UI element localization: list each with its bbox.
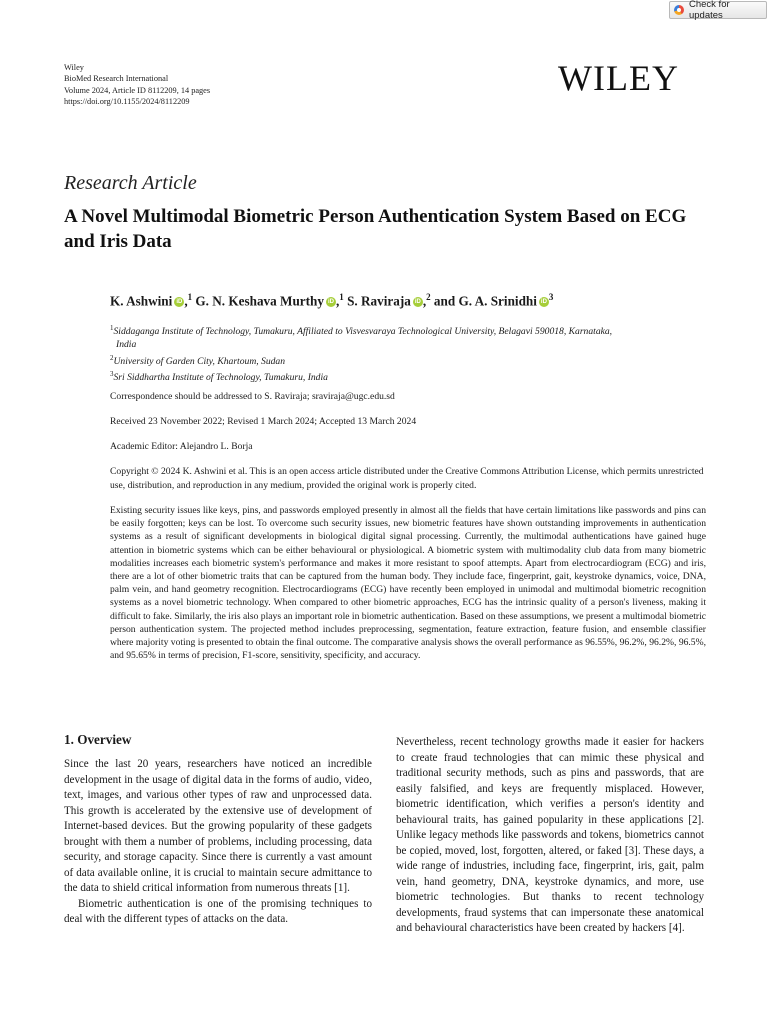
orcid-icon[interactable]: iD [414, 299, 421, 306]
affiliation-text: Sri Siddhartha Institute of Technology, Tumakuru, India [113, 372, 328, 384]
body-column-left [64, 731, 372, 928]
author-affil-marker: 2 [426, 292, 431, 302]
author-name: G. N. Keshava Murthy [195, 293, 324, 309]
author-name: K. Ashwini [110, 293, 173, 309]
volume-info: Volume 2024, Article ID 8112209, 14 pages [64, 85, 211, 95]
affiliation-number: 1 [110, 324, 114, 332]
body-column-right [396, 735, 704, 937]
body-paragraph: Biometric authentication is one of the promising techniques to deal with the different types of attacks on the data. [64, 897, 372, 925]
author-affil-marker: 3 [548, 292, 554, 302]
author-name: G. A. Srinidhi [458, 293, 537, 309]
correspondence: Correspondence should be addressed to S. Raviraja; sraviraja@ugc.edu.sd [110, 391, 395, 402]
orcid-icon[interactable]: iD [327, 299, 334, 306]
affiliation-text: University of Garden City, Khartoum, Sudan [113, 355, 286, 367]
body-paragraph: Since the last 20 years, researchers have noticed an incredible development in the usage of digital data in the forms of audio, video, text, images, and various other types of raw and unprocessed data. This growth is accelerated by the extensive use of development of Internet-based devices. But the growing popularity of these gadgets brought with them a number of problems, including processing, data security, and storage capacity. Since there is currently a vast amount of data available online, it is crucial to maintain secure admittance to the data to shield critical information from numerous threats [1]. [64, 758, 372, 894]
academic-editor: Academic Editor: Alejandro L. Borja [110, 441, 253, 452]
check-for-updates-button[interactable] [669, 1, 767, 19]
affiliation [110, 368, 706, 384]
affiliation-text: Siddaganga Institute of Technology, Tumakuru, Affiliated to Visvesvaraya Technological University, Belagavi 590018, Karnataka, [113, 326, 613, 338]
orcid-icon[interactable]: iD [176, 299, 183, 306]
article-title: A Novel Multimodal Biometric Person Authentication System Based on ECG and Iris Data [64, 206, 687, 252]
check-for-updates-label: Check for updates [688, 0, 730, 21]
abstract: Existing security issues like keys, pins, and passwords employed presently in almost all the fields that have certain limitations like passwords and pins can be easily forgotten; keys can be lost. To overcome such security issues, new biometric features have shown outstanding improvements in authentication systems as a result of significant developments in biological digital signal processing. Currently, the multimodal authentications have gained huge attention in biometric systems which can be either behavioural or physiological. A biometric system with multimodality club data from many biometric modalities increases each biometric system's performance and makes it more resistant to spoof attempts. Apart from electrocardiogram (ECG) and iris, there are a lot of other biometric traits that can be captured from the human body. They include face, fingerprint, gait, keystroke dynamics, voice, DNA, palm vein, and hand geometry recognition. Electrocardiograms (ECG) have recently been employed in unimodal and multimodal biometric recognition systems as a novel biometric technology. When compared to other biometric approaches, ECG has the intrinsic quality of a person's liveness, making it difficult to fake. Similarly, the iris also plays an important role in biometric authentication. Based on these assumptions, we present a multimodal biometric person authentication system. The projected method includes preprocessing, segmentation, feature extraction, feature fusion, and ensemble classifier where majority voting is presented to obtain the final outcome. The comparative analysis shows the overall performance as 96.55%, 96.2%, 96.2%, 96.5%, and 95.65% in terms of precision, F1-score, sensitivity, specificity, and accuracy. [110, 505, 707, 662]
journal-name: BioMed Research International [64, 74, 169, 84]
copyright-notice: Copyright © 2024 K. Ashwini et al. This is an open access article distributed under the Creative Commons Attribution License, which permits unrestricted use, distribution, and reproduction in any medium, provided the original work is properly cited. [110, 466, 704, 491]
orcid-icon[interactable]: iD [540, 299, 547, 306]
body-paragraph: Nevertheless, recent technology growths made it easier for hackers to create fraud technologies that can mimic these physical and traditional security methods, such as pins and passwords, that are easily falsified, and keys are frequently misplaced. However, biometric identification, which verifies a person's identity and behavioural traits, has gained popularity in these applications [2]. Unlike legacy methods like passwords and tokens, biometrics cannot be copied, moved, lost, forgotten, altered, or faked [3]. These days, a wide range of industries, including face, fingerprint, iris, gait, palm vein, hand geometry, DNA, keystroke dynamics, and more, use biometric technologies. But thanks to recent technology developments, fraud systems that can impersonate these anatomical and behavioural characteristics have been created by hackers [4]. [396, 736, 704, 934]
article-dates: Received 23 November 2022; Revised 1 March 2024; Accepted 13 March 2024 [110, 416, 417, 427]
affiliation [110, 352, 706, 368]
author-affil-marker: 1 [339, 292, 344, 302]
affiliations [110, 322, 706, 384]
journal-meta [64, 62, 210, 108]
author-list: K. Ashwini iD ,$^1$ G. N. Keshava Murthy iD ,$^1$ S. Raviraja iD ,$^2$ and G. A. Srinidhi $iD^3$ [110, 292, 554, 309]
doi-link[interactable]: https://doi.org/10.1155/2024/8112209 [64, 97, 190, 107]
publisher-name: Wiley [64, 63, 84, 72]
section-heading: 1. Overview [64, 732, 132, 747]
affiliation-number: 2 [110, 353, 114, 362]
crossmark-icon [674, 5, 684, 15]
wiley-logo: WILEY [558, 58, 679, 98]
affiliation-number: 3 [110, 369, 114, 378]
article-type: Research Article [64, 172, 197, 194]
author-affil-marker: 1 [187, 292, 193, 302]
affiliation [110, 322, 706, 338]
author-name: S. Raviraja [347, 293, 411, 309]
affiliation-continuation: India [116, 339, 137, 351]
